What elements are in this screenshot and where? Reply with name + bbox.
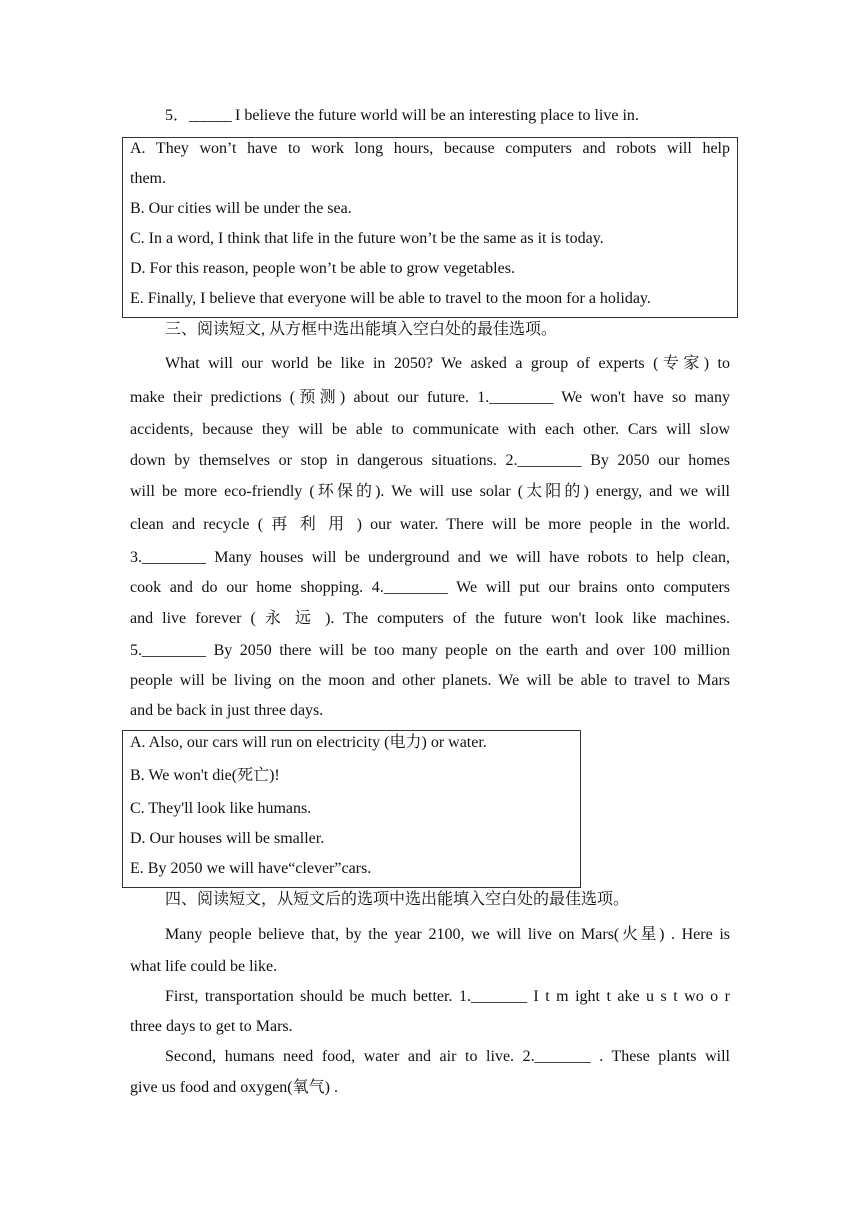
passage-line: cook and do our home shopping. 4.________ We will put our brains onto computers <box>130 579 730 596</box>
option-e: E. Finally, I believe that everyone will be able to travel to the moon for a holiday. <box>130 290 651 307</box>
option-c: C. In a word, I think that life in the future won’t be the same as it is today. <box>130 230 604 247</box>
option-a-cont: them. <box>130 170 166 187</box>
passage-line: What will our world be like in 2050? We asked a group of experts (专家) to <box>165 355 730 372</box>
passage-line: First, transportation should be much better. 1._______ I t m ight t ake u s t wo o r <box>165 988 730 1005</box>
passage-line: make their predictions (预测) about our future. 1.________ We won't have so many <box>130 389 730 406</box>
passage-line: Many people believe that, by the year 2100, we will live on Mars(火星) . Here is <box>165 926 730 943</box>
question-number: 5． <box>165 107 190 124</box>
answer-blank: ______ <box>189 107 232 124</box>
section-4-heading: 四、阅读短文，从短文后的选项中选出能填入空白处的最佳选项。 <box>165 891 630 908</box>
section-3-heading: 三、阅读短文, 从方框中选出能填入空白处的最佳选项。 <box>165 321 558 338</box>
passage-line: and live forever ( 永 远 ). The computers of the future won't look like machines. <box>130 610 730 627</box>
passage-line: three days to get to Mars. <box>130 1018 293 1035</box>
passage-line: clean and recycle ( 再 利 用 ) our water. There will be more people in the world. <box>130 516 730 533</box>
passage-line: will be more eco-friendly (环保的). We will use solar (太阳的) energy, and we will <box>130 483 730 500</box>
option-b: B. We won't die(死亡)! <box>130 767 280 784</box>
passage-line: people will be living on the moon and other planets. We will be able to travel to Mars <box>130 672 730 689</box>
option-b: B. Our cities will be under the sea. <box>130 200 352 217</box>
option-d: D. For this reason, people won’t be able to grow vegetables. <box>130 260 515 277</box>
question-5 <box>165 106 639 126</box>
passage-line: and be back in just three days. <box>130 702 324 719</box>
passage-line: 5.________ By 2050 there will be too many people on the earth and over 100 million <box>130 642 730 659</box>
passage-line: give us food and oxygen(氧气) . <box>130 1079 338 1096</box>
passage-line: down by themselves or stop in dangerous situations. 2.________ By 2050 our homes <box>130 452 730 469</box>
option-d: D. Our houses will be smaller. <box>130 830 325 847</box>
passage-line: 3.________ Many houses will be underground and we will have robots to help clean, <box>130 549 730 566</box>
option-a: A. Also, our cars will run on electricity (电力) or water. <box>130 734 487 751</box>
question-text: I believe the future world will be an interesting place to live in. <box>235 107 639 124</box>
option-c: C. They'll look like humans. <box>130 800 312 817</box>
option-e: E. By 2050 we will have“clever”cars. <box>130 860 372 877</box>
passage-line: Second, humans need food, water and air to live. 2._______ . These plants will <box>165 1048 730 1065</box>
passage-line: what life could be like. <box>130 958 278 975</box>
passage-line: accidents, because they will be able to communicate with each other. Cars will slow <box>130 421 730 438</box>
option-a: A. They won’t have to work long hours, because computers and robots will help <box>130 140 730 157</box>
